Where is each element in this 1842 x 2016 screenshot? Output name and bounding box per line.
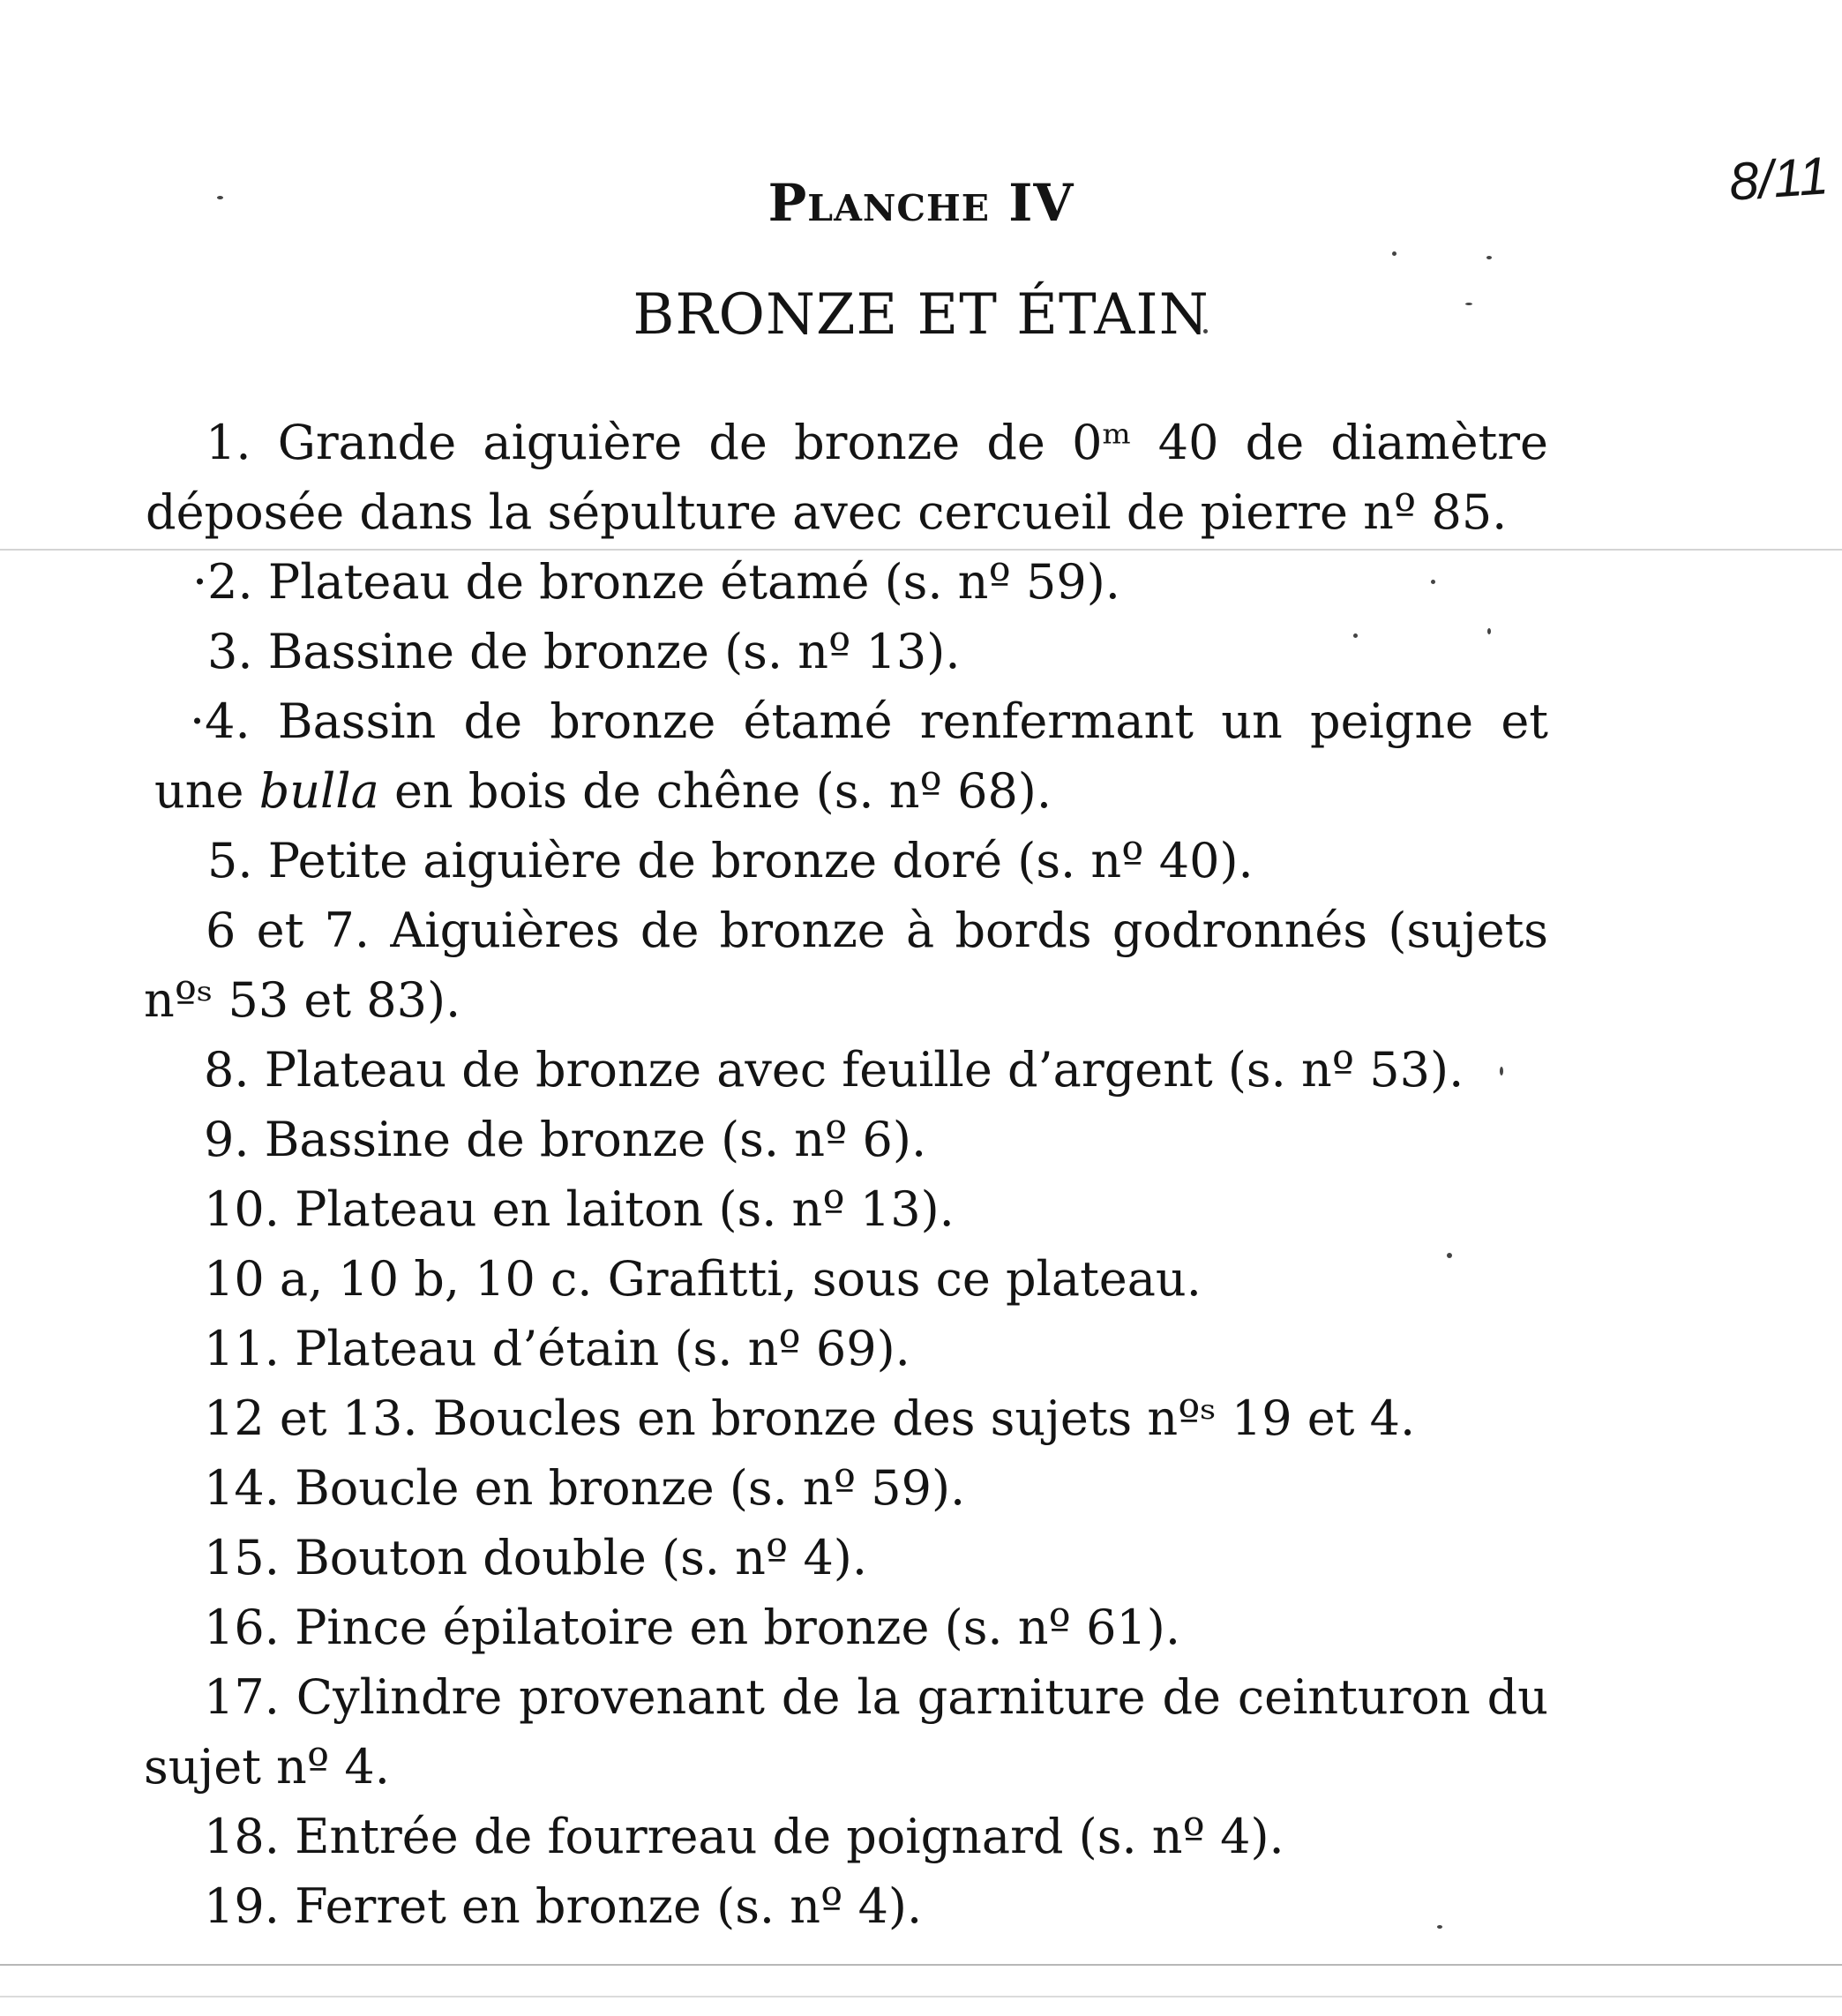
entry-number: 19. <box>204 1878 280 1934</box>
entry-number: 3. <box>207 624 253 679</box>
entry-number: ·2. <box>192 554 253 610</box>
entry-number: 9. <box>204 1112 250 1167</box>
speck <box>1392 251 1396 256</box>
page-reference: 8/11 <box>1726 146 1831 212</box>
entry-number: 6 et 7. <box>206 903 371 958</box>
plate-title: Planche IV <box>768 173 1074 233</box>
entry-number: 16. <box>204 1600 280 1655</box>
list-item <box>146 1453 1548 1523</box>
entry-text: Cylindre provenant de la garniture de ceinturon du sujet nº 4. <box>144 1669 1548 1795</box>
entry-text: Bassine de bronze (s. nº 6). <box>264 1112 927 1167</box>
entry-list <box>146 408 1548 1941</box>
entry-text: Grande aiguière de bronze de 0ᵐ 40 de diamètre déposée dans la sépulture avec cercueil de pierre nº 85. <box>146 415 1549 540</box>
list-item <box>82 408 1548 547</box>
list-item <box>146 1035 1548 1105</box>
entry-text-italic: bulla <box>258 763 379 819</box>
entry-text: Petite aiguière de bronze doré (s. nº 40). <box>267 833 1254 888</box>
entry-number: 5. <box>207 833 253 888</box>
entry-text: Aiguières de bronze à bords godronnés (sujets nºˢ 53 et 83). <box>144 903 1548 1028</box>
entry-number: ·4. <box>190 693 251 749</box>
entry-text: Plateau en laiton (s. nº 13). <box>295 1181 955 1237</box>
list-item <box>146 1174 1548 1244</box>
entry-number: 10. <box>204 1181 280 1237</box>
entry-text: Bassine de bronze (s. nº 13). <box>267 624 961 679</box>
list-item <box>146 1383 1548 1453</box>
entry-text: Boucle en bronze (s. nº 59). <box>295 1460 966 1516</box>
list-item <box>146 1593 1548 1662</box>
list-item <box>146 1523 1548 1593</box>
entry-text: Bouton double (s. nº 4). <box>295 1530 868 1585</box>
list-item <box>146 1802 1548 1871</box>
section-title: BRONZE ET ÉTAIN <box>633 282 1209 348</box>
entry-text: Plateau de bronze étamé (s. nº 59). <box>267 554 1120 610</box>
scan-rule-bottom-faint <box>0 1996 1842 1997</box>
entry-text: Entrée de fourreau de poignard (s. nº 4). <box>295 1809 1284 1864</box>
entry-text: Bassin de bronze étamé renfermant un peigne et une <box>154 693 1548 819</box>
list-item <box>146 1105 1548 1174</box>
entry-number: 17. <box>204 1669 280 1725</box>
entry-number: 18. <box>204 1809 280 1864</box>
speck <box>1486 256 1492 259</box>
entry-number: 10 a, 10 b, 10 c. <box>204 1251 593 1307</box>
entry-text: Ferret en bronze (s. nº 4). <box>295 1878 923 1934</box>
entry-number: 12 et 13. <box>204 1390 418 1446</box>
entry-text: Plateau d’étain (s. nº 69). <box>295 1321 910 1376</box>
list-item <box>144 896 1548 1035</box>
list-item <box>146 826 1548 896</box>
entry-number: 8. <box>204 1042 250 1098</box>
list-item <box>154 686 1548 826</box>
list-item <box>144 1662 1548 1802</box>
list-item <box>146 1871 1548 1941</box>
entry-number: 11. <box>204 1321 280 1376</box>
entry-text: Plateau de bronze avec feuille d’argent (s. nº 53). <box>264 1042 1464 1098</box>
list-item <box>146 1314 1548 1383</box>
entry-text: Pince épilatoire en bronze (s. nº 61). <box>295 1600 1181 1655</box>
list-item <box>146 1244 1548 1314</box>
list-item <box>146 617 1548 686</box>
scan-rule-bottom <box>0 1964 1842 1966</box>
entry-text: en bois de chêne (s. nº 68). <box>393 763 1052 819</box>
entry-text: Grafitti, sous ce plateau. <box>607 1251 1202 1307</box>
entry-number: 15. <box>204 1530 280 1585</box>
entry-text: Boucles en bronze des sujets nºˢ 19 et 4. <box>432 1390 1416 1446</box>
list-item <box>146 547 1548 617</box>
entry-number: 14. <box>204 1460 280 1516</box>
entry-number: 1. <box>206 415 251 470</box>
